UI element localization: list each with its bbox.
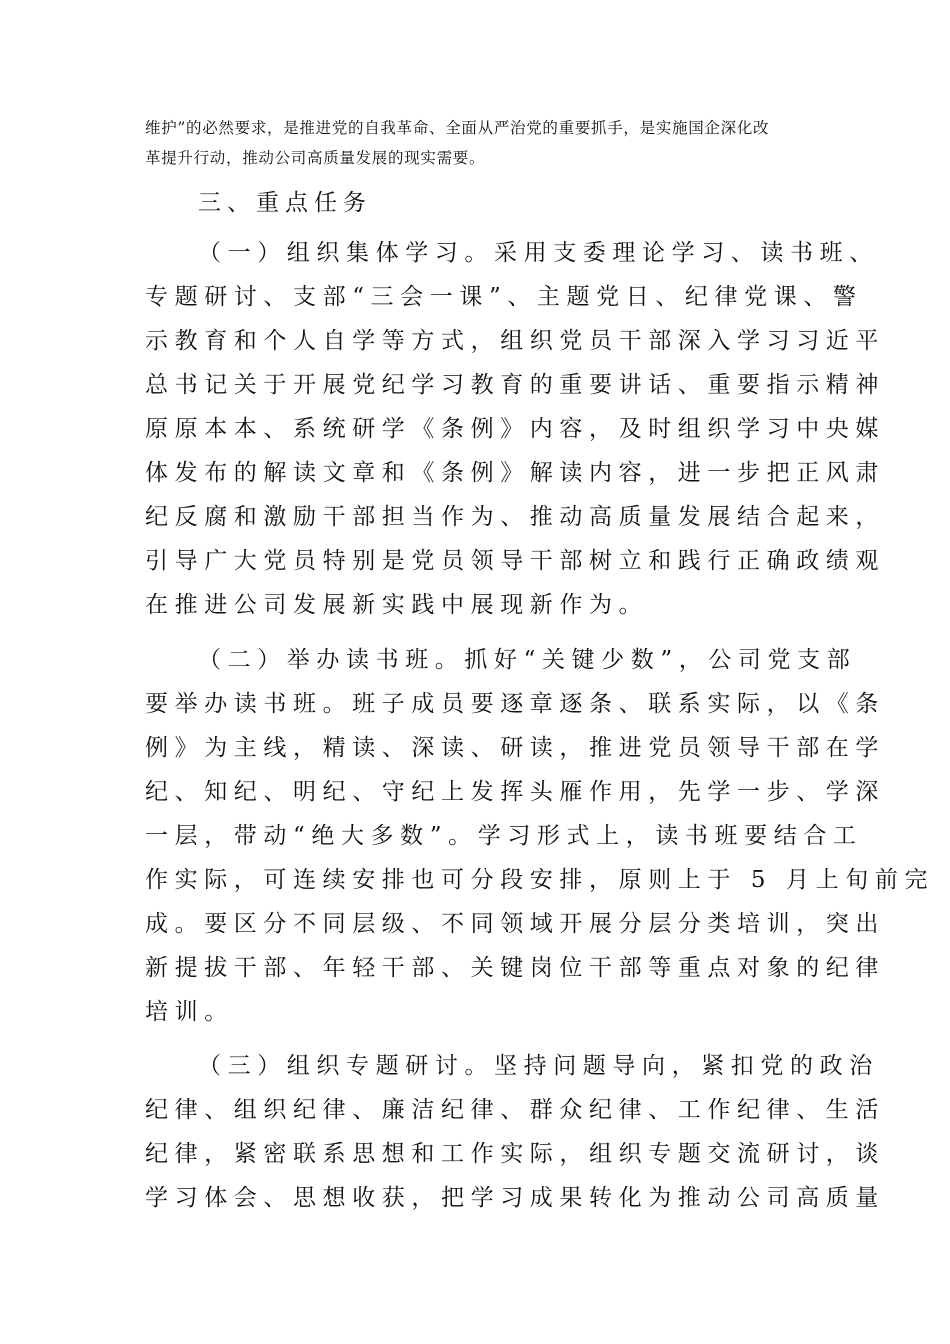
intro-line: 革提升行动，推动公司高质量发展的现实需要。 [145,149,486,167]
paragraph-line: （二）举办读书班。抓好“关键少数”，公司党支部 [198,647,857,673]
paragraph-line: 要举办读书班。班子成员要逐章逐条、联系实际，以《条 [145,691,885,717]
paragraph-line: （一）组织集体学习。采用支委理论学习、读书班、 [198,240,879,266]
paragraph-line: 纪反腐和激励干部担当作为、推动高质量发展结合起来， [145,504,885,530]
intro-line: 维护”的必然要求，是推进党的自我革命、全面从严治党的重要抓手，是实施国企深化改 [145,119,770,137]
paragraph-line: 引导广大党员特别是党员领导干部树立和践行正确政绩观 [145,548,885,574]
paragraph-line: 新提拔干部、年轻干部、关键岗位干部等重点对象的纪律 [145,955,885,981]
paragraph-line: 专题研讨、支部“三会一课”、主题党日、纪律党课、警 [145,284,863,310]
paragraph-line: 一层，带动“绝大多数”。学习形式上，读书班要结合工 [145,823,863,849]
paragraph-line: 在推进公司发展新实践中展现新作为。 [145,592,649,618]
section-heading: 三、重点任务 [198,190,372,216]
paragraph-line: 体发布的解读文章和《条例》解读内容，进一步把正风肃 [145,460,885,486]
paragraph-line: （三）组织专题研讨。坚持问题导向，紧扣党的政治 [198,1053,879,1079]
paragraph-line: 成。要区分不同层级、不同领域开展分层分类培训，突出 [145,911,885,937]
paragraph-line: 总书记关于开展党纪学习教育的重要讲话、重要指示精神 [145,372,885,398]
paragraph-line: 原原本本、系统研学《条例》内容，及时组织学习中央媒 [145,416,885,442]
paragraph-line: 培训。 [145,999,234,1025]
paragraph-line: 学习体会、思想收获，把学习成果转化为推动公司高质量 [145,1185,885,1211]
paragraph-line: 纪、知纪、明纪、守纪上发挥头雁作用，先学一步、学深 [145,779,885,805]
paragraph-line: 纪律，紧密联系思想和工作实际，组织专题交流研讨，谈 [145,1141,885,1167]
paragraph-line: 示教育和个人自学等方式，组织党员干部深入学习习近平 [145,328,885,354]
paragraph-line: 作实际，可连续安排也可分段安排，原则上于 5 月上旬前完 [145,867,935,893]
paragraph-line: 例》为主线，精读、深读、研读，推进党员领导干部在学 [145,735,885,761]
paragraph-line: 纪律、组织纪律、廉洁纪律、群众纪律、工作纪律、生活 [145,1097,885,1123]
